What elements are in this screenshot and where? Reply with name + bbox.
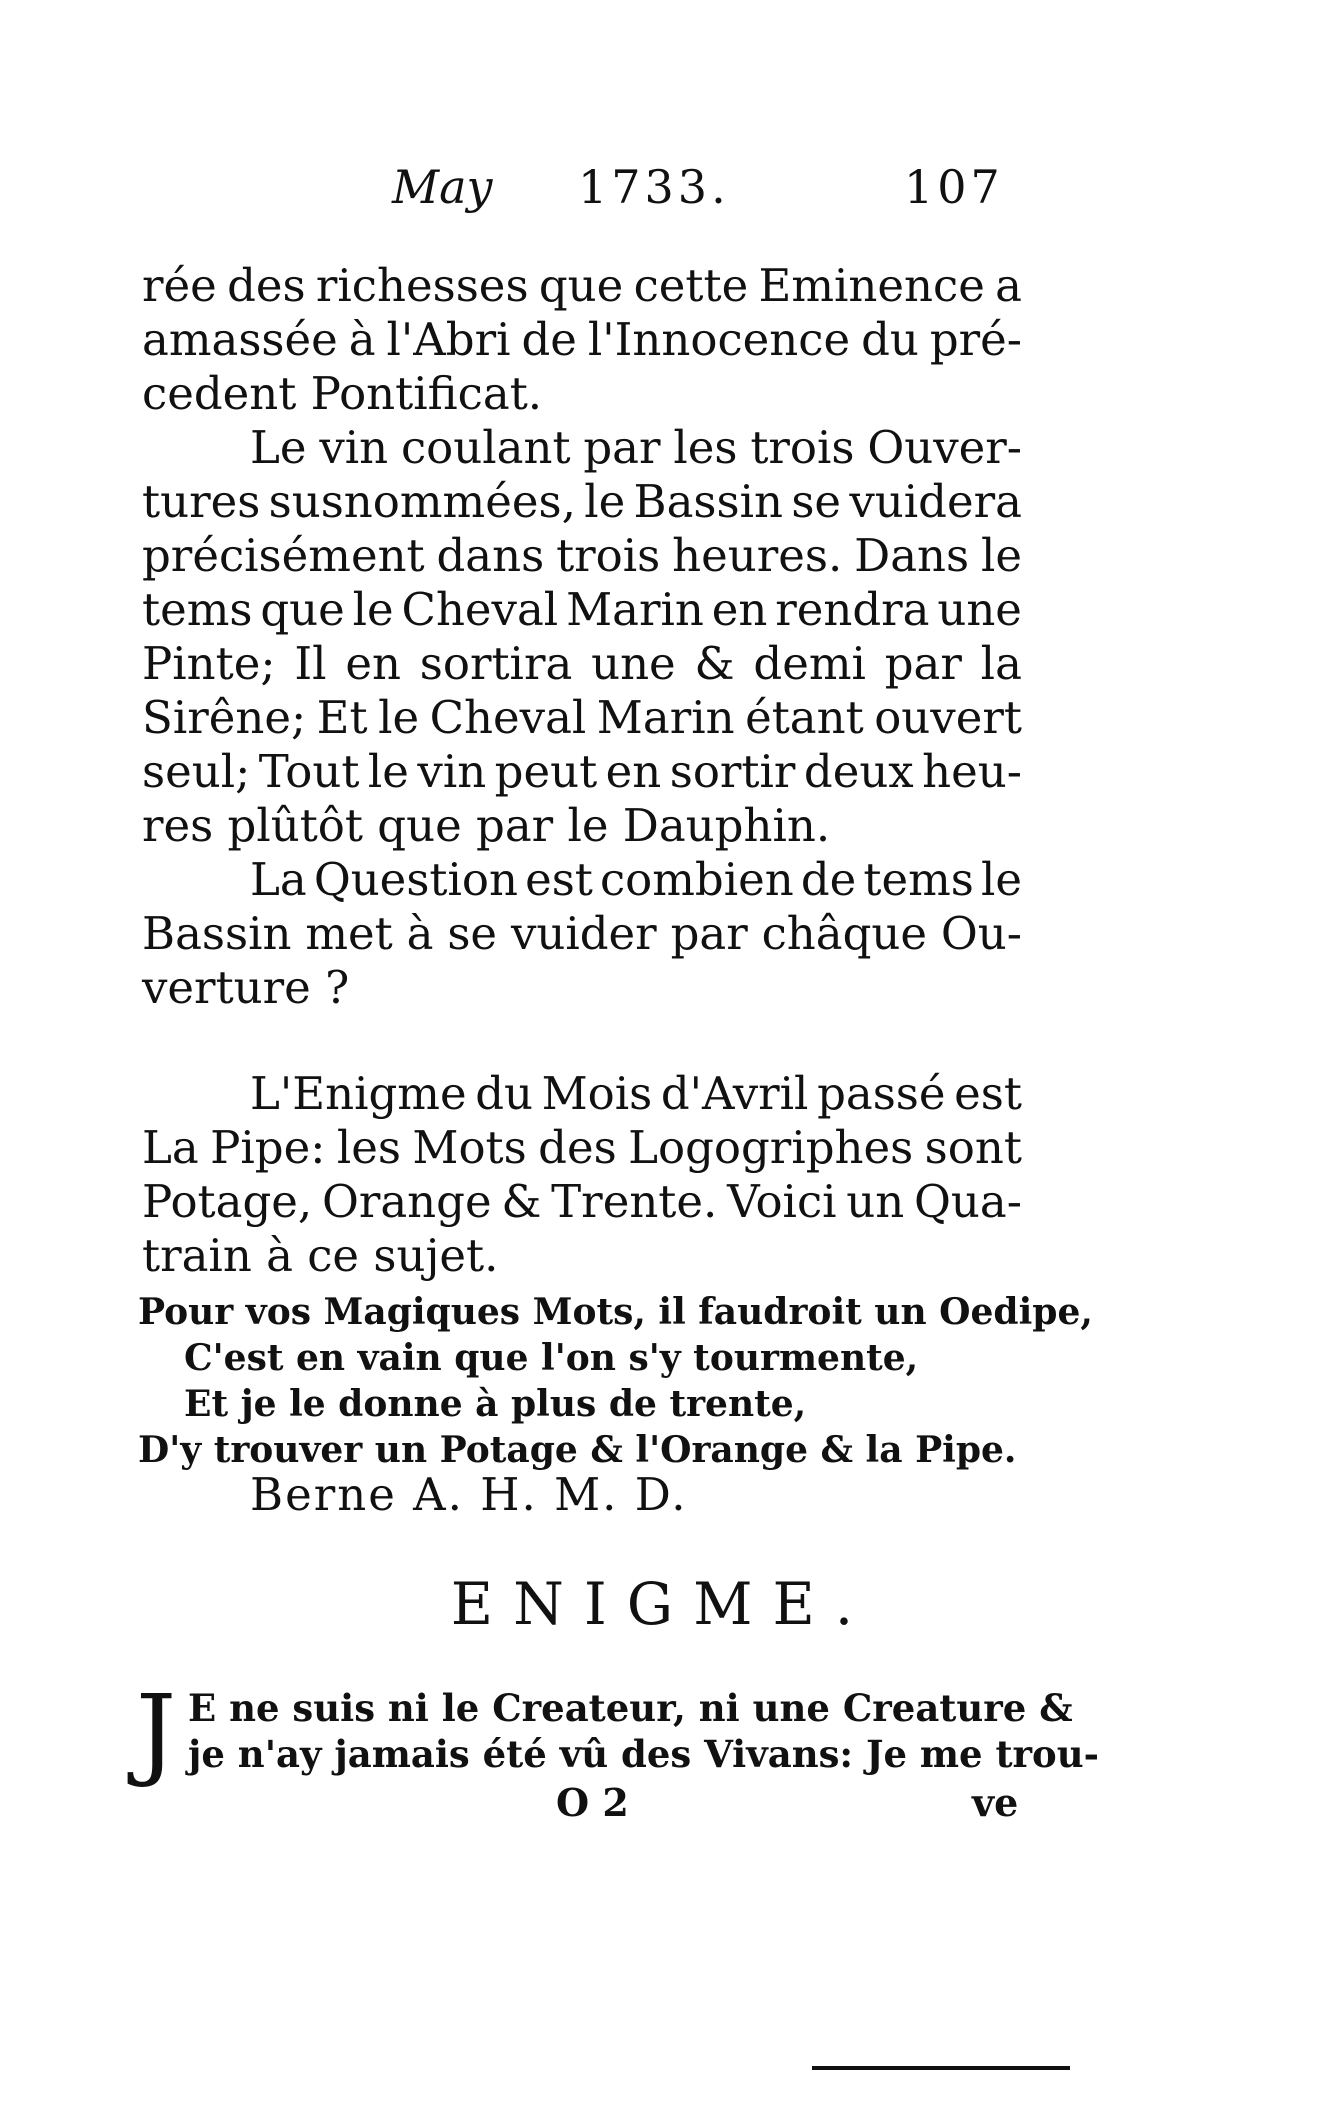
text-line: L'Enigme du Mois d'Avril passé est (250, 1067, 1022, 1120)
text-line: je n'ay jamais été vû des Vivans: Je me trou- (188, 1732, 1099, 1776)
running-head-year: 1733. (578, 160, 730, 214)
text-line: La Pipe: les Mots des Logogriphes sont (142, 1121, 1022, 1174)
text-line: tures susnommées, le Bassin se vuidera (142, 475, 1022, 528)
page-number: 107 (904, 160, 1004, 214)
signature-mark: O 2 (556, 1780, 629, 1825)
text-line: rée des richesses que cette Eminence a (142, 259, 1022, 312)
text-line: tems que le Cheval Marin en rendra une (142, 583, 1022, 636)
text-line: La Question est combien de tems le (250, 853, 1022, 906)
text-line: Sirêne; Et le Cheval Marin étant ouvert (142, 691, 1022, 744)
drop-cap: J (136, 1673, 177, 1790)
verse-line: C'est en vain que l'on s'y tourmente, (184, 1337, 919, 1379)
section-heading: ENIGME. (450, 1570, 874, 1638)
text-line: Potage, Orange & Trente. Voici un Qua- (142, 1175, 1022, 1228)
edge-rule (812, 2066, 1070, 2070)
verse-line: Et je le donne à plus de trente, (184, 1383, 807, 1425)
text-line: précisément dans trois heures. Dans le (142, 529, 1022, 582)
text-line: res plûtôt que par le Dauphin. (142, 799, 831, 852)
catchword: ve (972, 1780, 1019, 1825)
verse-line: D'y trouver un Potage & l'Orange & la Pipe. (138, 1429, 1017, 1471)
text-line: E ne suis ni le Createur, ni une Creature & (188, 1686, 1073, 1730)
text-line: verture ? (142, 961, 350, 1014)
text-line: cedent Pontificat. (142, 367, 543, 420)
text-line: Pinte; Il en sortira une & demi par la (142, 637, 1022, 690)
signature: Berne A. H. M. D. (250, 1468, 688, 1521)
text-line: Bassin met à se vuider par châque Ou- (142, 907, 1022, 960)
verse-line: Pour vos Magiques Mots, il faudroit un Oedipe, (138, 1291, 1093, 1333)
text-line: train à ce sujet. (142, 1229, 499, 1282)
running-head-month: May (392, 160, 493, 214)
text-line: Le vin coulant par les trois Ouver- (250, 421, 1022, 474)
text-line: seul; Tout le vin peut en sortir deux heu- (142, 745, 1022, 798)
text-line: amassée à l'Abri de l'Innocence du pré- (142, 313, 1022, 366)
